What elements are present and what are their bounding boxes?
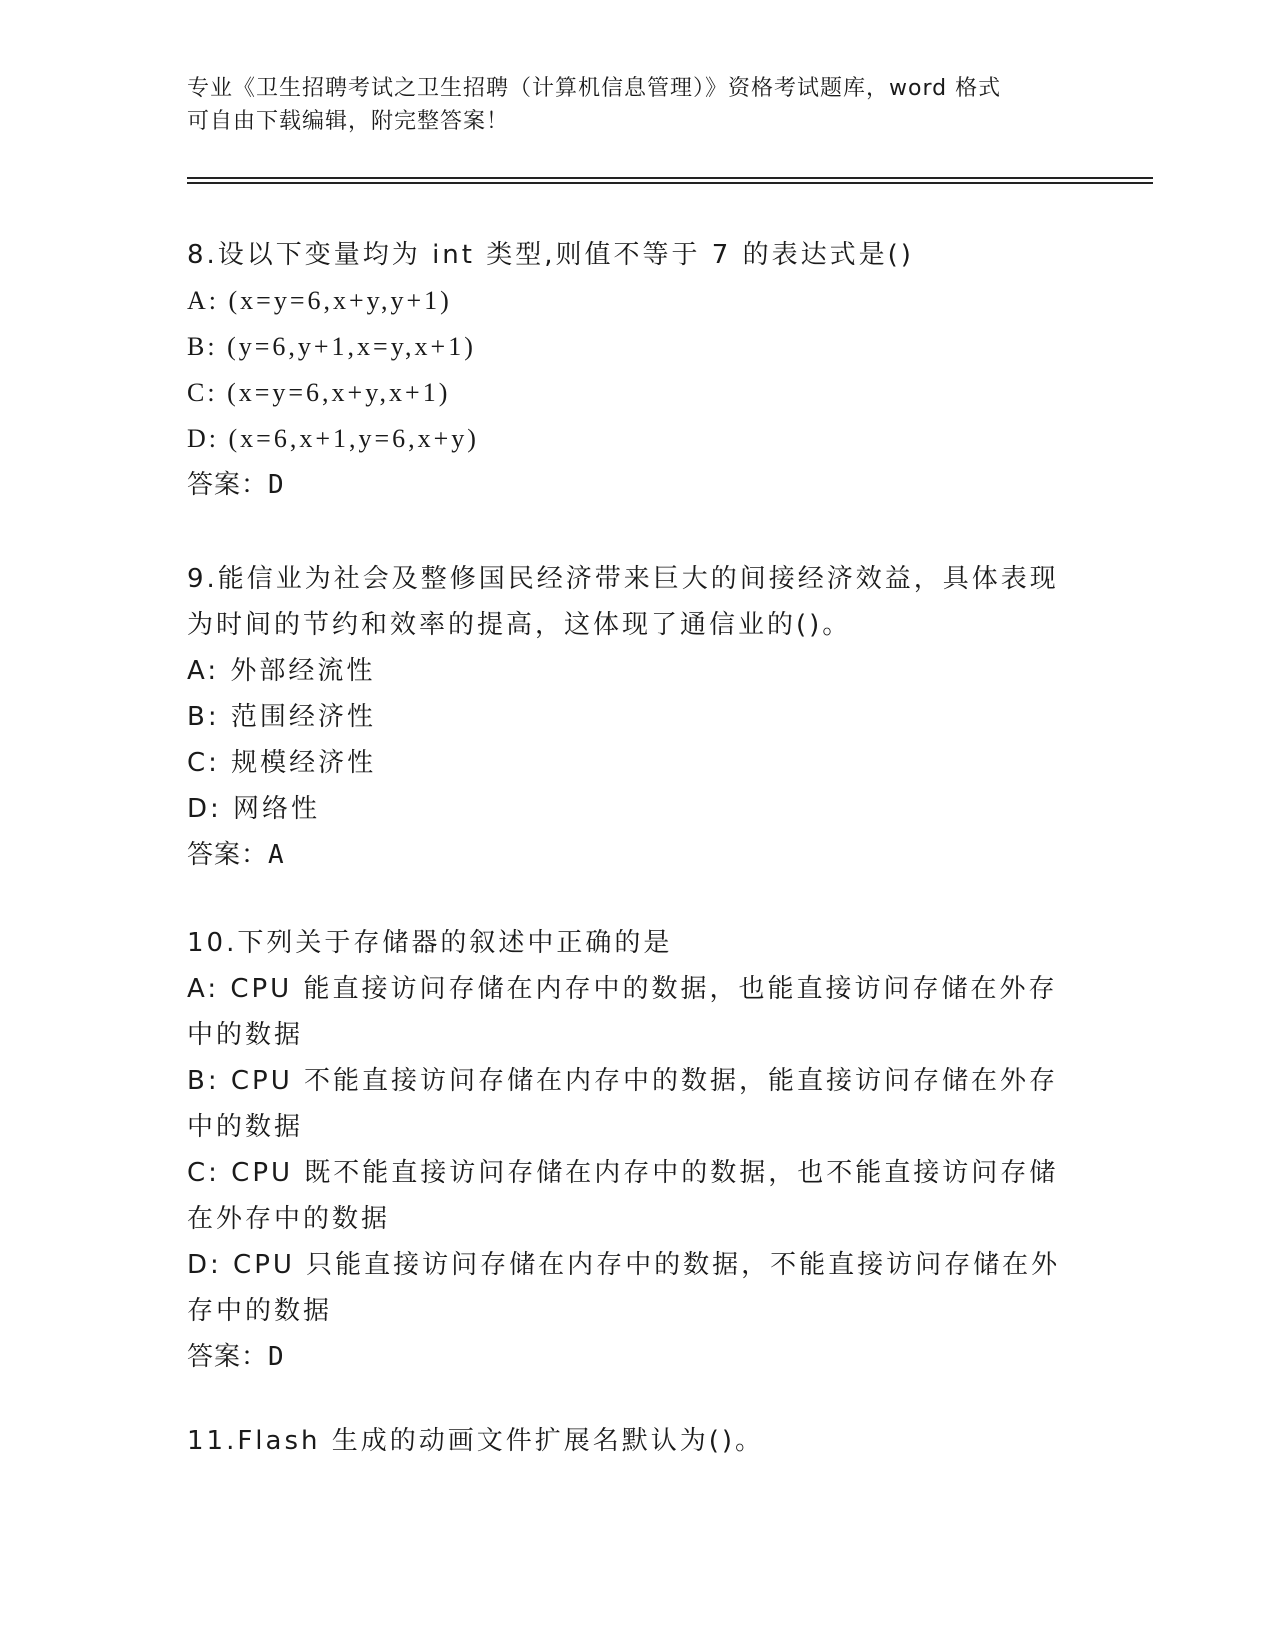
option-c: C: (x=y=6,x+y,x+1) <box>187 378 451 407</box>
option-d: D: 网络性 <box>187 794 321 824</box>
question-10 <box>187 920 1067 1380</box>
question-stem: 10.下列关于存储器的叙述中正确的是 <box>187 928 673 958</box>
answer-label: 答案：D <box>187 470 285 500</box>
answer-label: 答案：A <box>187 840 285 870</box>
question-stem: 11.Flash 生成的动画文件扩展名默认为()。 <box>187 1426 765 1456</box>
header-line-1: 专业《卫生招聘考试之卫生招聘（计算机信息管理）》资格考试题库，word 格式 <box>187 76 1002 101</box>
header-line-2: 可自由下载编辑，附完整答案！ <box>187 109 510 134</box>
option-b: B: (y=6,y+1,x=y,x+1) <box>187 332 476 361</box>
question-9 <box>187 556 1067 878</box>
option-c: C: 规模经济性 <box>187 748 377 778</box>
header-divider-bottom <box>187 182 1153 184</box>
header-divider-top <box>187 177 1153 179</box>
option-a: A: 外部经流性 <box>187 656 376 686</box>
question-11 <box>187 1418 1067 1464</box>
option-c: C: CPU 既不能直接访问存储在内存中的数据，也不能直接访问存储在外存中的数据 <box>187 1158 1059 1234</box>
option-a: A: CPU 能直接访问存储在内存中的数据，也能直接访问存储在外存中的数据 <box>187 974 1058 1050</box>
answer-label: 答案：D <box>187 1342 285 1372</box>
question-stem: 8.设以下变量均为 int 类型,则值不等于 7 的表达式是() <box>187 240 914 270</box>
question-8 <box>187 232 1067 508</box>
document-header <box>187 72 1067 138</box>
option-d: D: CPU 只能直接访问存储在内存中的数据，不能直接访问存储在外存中的数据 <box>187 1250 1061 1326</box>
option-b: B: 范围经济性 <box>187 702 376 732</box>
option-d: D: (x=6,x+1,y=6,x+y) <box>187 424 479 453</box>
question-stem: 9.能信业为社会及整修国民经济带来巨大的间接经济效益，具体表现为时间的节约和效率的提高，这体现了通信业的()。 <box>187 564 1059 640</box>
option-b: B: CPU 不能直接访问存储在内存中的数据，能直接访问存储在外存中的数据 <box>187 1066 1058 1142</box>
option-a: A: (x=y=6,x+y,y+1) <box>187 286 452 315</box>
